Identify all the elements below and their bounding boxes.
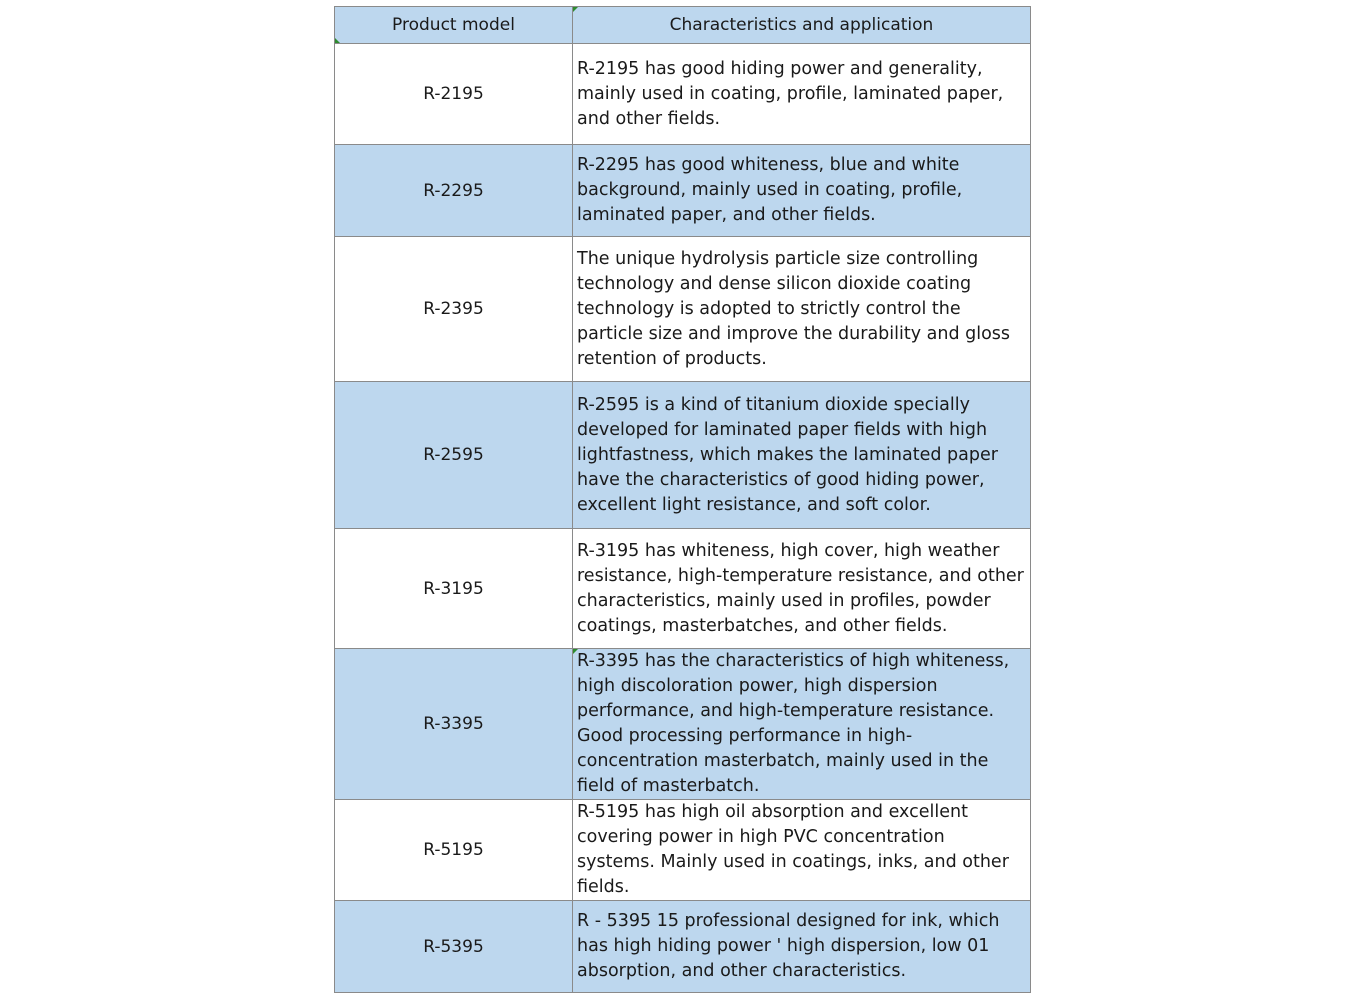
product-table	[334, 6, 1031, 993]
model-cell: R-5395	[335, 901, 573, 993]
model-cell: R-3395	[335, 649, 573, 800]
model-cell: R-2295	[335, 145, 573, 237]
description-cell: R-3195 has whiteness, high cover, high weather resistance, high-temperature resistance, and other characteristics, mainly used in profiles, powder coatings, masterbatches, and other fields.	[573, 529, 1031, 649]
model-cell: R-5195	[335, 800, 573, 901]
table-row	[335, 649, 1031, 800]
table-row	[335, 529, 1031, 649]
table-row	[335, 382, 1031, 529]
header-product-model	[335, 7, 573, 44]
model-cell: R-3195	[335, 529, 573, 649]
model-cell: R-2395	[335, 237, 573, 382]
header-characteristics	[573, 7, 1031, 44]
table-row	[335, 800, 1031, 901]
comment-marker-icon	[573, 7, 578, 12]
table-row	[335, 237, 1031, 382]
model-cell: R-2195	[335, 44, 573, 145]
model-cell: R-2595	[335, 382, 573, 529]
description-cell: R - 5395 15 professional designed for ink, which has high hiding power ' high dispersion, low 01 absorption, and other characteristics.	[573, 901, 1031, 993]
description-cell: R-5195 has high oil absorption and excellent covering power in high PVC concentration systems. Mainly used in coatings, inks, and other fields.	[573, 800, 1031, 901]
description-text: R-3395 has the characteristics of high whiteness, high discoloration power, high dispersion performance, and high-temperature resistance. Good processing performance in high-concentration masterbatch, mainly used in the field of masterbatch.	[577, 651, 1010, 796]
description-cell: R-2195 has good hiding power and generality, mainly used in coating, profile, laminated paper, and other fields.	[573, 44, 1031, 145]
header-row	[335, 7, 1031, 44]
header-characteristics-label: Characteristics and application	[669, 15, 934, 35]
table-row	[335, 145, 1031, 237]
table-row	[335, 44, 1031, 145]
description-cell: R-2295 has good whiteness, blue and white background, mainly used in coating, profile, laminated paper, and other fields.	[573, 145, 1031, 237]
description-cell: R-2595 is a kind of titanium dioxide specially developed for laminated paper fields with high lightfastness, which makes the laminated paper have the characteristics of good hiding power, excellent light resistance, and soft color.	[573, 382, 1031, 529]
comment-marker-icon	[335, 38, 340, 43]
comment-marker-icon	[573, 649, 578, 654]
header-product-model-label: Product model	[392, 15, 515, 35]
table-row	[335, 901, 1031, 993]
description-cell	[573, 649, 1031, 800]
description-cell: The unique hydrolysis particle size controlling technology and dense silicon dioxide coating technology is adopted to strictly control the particle size and improve the durability and gloss retention of products.	[573, 237, 1031, 382]
